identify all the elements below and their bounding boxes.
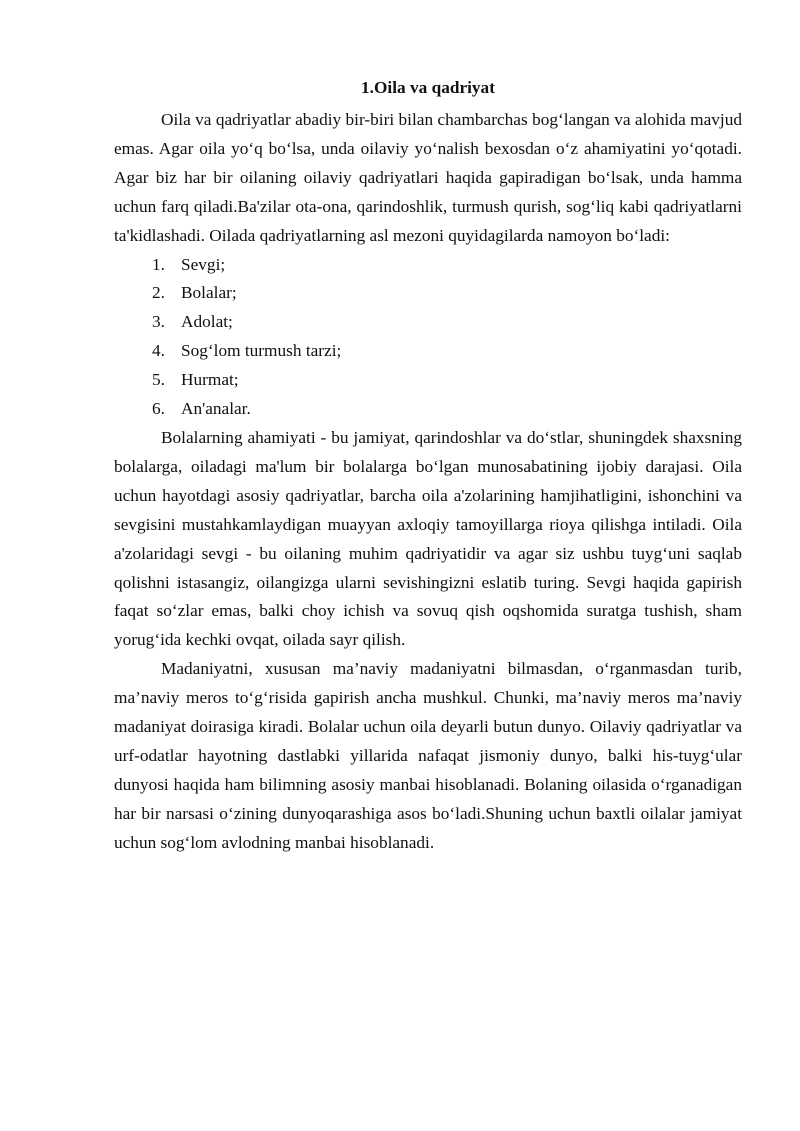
list-item-number: 5. xyxy=(152,370,165,390)
list-item-text: Sog‘lom turmush tarzi; xyxy=(181,341,342,361)
spiritual-heritage-paragraph: Madaniyatni, xususan ma’naviy madaniyatni bilmasdan, o‘rganmasdan turib, ma’naviy meros to‘g‘risida gapirish ancha mushkul. Chunki, ma’naviy meros ma’naviy madaniyat doirasiga kiradi. Bolalar uchun oila deyarli butun dunyo. Oilaviy qadriyatlar va urf-odatlar hayotning dastlabki yillarida nafaqat jismoniy dunyo, balki his-tuyg‘ular dunyosi haqida ham bilimning asosiy manbai hisoblanadi. Bolaning oilasida o‘rganadigan har bir narsasi o‘zining dunyoqarashiga asos bo‘ladi.Shuning uchun baxtli oilalar jamiyat uchun sog‘lom avlodning manbai hisoblanadi. xyxy=(114,659,742,852)
list-item xyxy=(114,337,742,366)
list-item-number: 1. xyxy=(152,254,165,274)
list-item xyxy=(114,251,742,280)
document-page xyxy=(114,74,742,858)
list-item-number: 2. xyxy=(152,283,165,303)
document-title: 1.Oila va qadriyat xyxy=(361,78,495,97)
list-item xyxy=(114,308,742,337)
list-item-text: Bolalar; xyxy=(181,283,237,303)
list-item-text: Hurmat; xyxy=(181,370,239,390)
list-item-text: Sevgi; xyxy=(181,254,226,274)
list-item xyxy=(114,279,742,308)
list-item-number: 6. xyxy=(152,399,165,419)
list-item xyxy=(114,395,742,424)
list-item-number: 4. xyxy=(152,341,165,361)
values-list xyxy=(114,251,742,424)
list-item-number: 3. xyxy=(152,312,165,332)
children-importance-paragraph: Bolalarning ahamiyati - bu jamiyat, qarindoshlar va do‘stlar, shuningdek shaxsning bolalarga, oiladagi ma'lum bir bolalarga bo‘lgan munosabatining ijobiy darajasi. Oila uchun hayotdagi asosiy qadriyatlar, barcha oila a'zolarining hamjihatligini, ishonchini va sevgisini mustahkamlaydigan muayyan axloqiy tamoyillarga rioya qilishga intiladi. Oila a'zolaridagi sevgi - bu oilaning muhim qadriyatidir va agar siz ushbu tuyg‘uni saqlab qolishni istasangiz, oilangizga ularni sevishingizni eslatib turing. Sevgi haqida gapirish faqat so‘zlar emas, balki choy ichish va sovuq qish oqshomida suratga tushish, sham yorug‘ida kechki ovqat, oilada sayr qilish. xyxy=(114,427,742,650)
list-item xyxy=(114,366,742,395)
list-item-text: An'analar. xyxy=(181,399,251,419)
list-item-text: Adolat; xyxy=(181,312,233,332)
intro-paragraph: Oila va qadriyatlar abadiy bir-biri bilan chambarchas bog‘langan va alohida mavjud emas. Agar oila yo‘q bo‘lsa, unda oilaviy yo‘nalish bexosdan o‘z ahamiyatini yo‘qotadi. Agar biz har bir oilaning oilaviy qadriyatlari haqida gapiradigan bo‘lsak, unda hamma uchun farq qiladi.Ba'zilar ota-ona, qarindoshlik, turmush qurish, sog‘liq kabi qadriyatlarni ta'kidlashadi. Oilada qadriyatlarning asl mezoni quyidagilarda namoyon bo‘ladi: xyxy=(114,110,742,245)
